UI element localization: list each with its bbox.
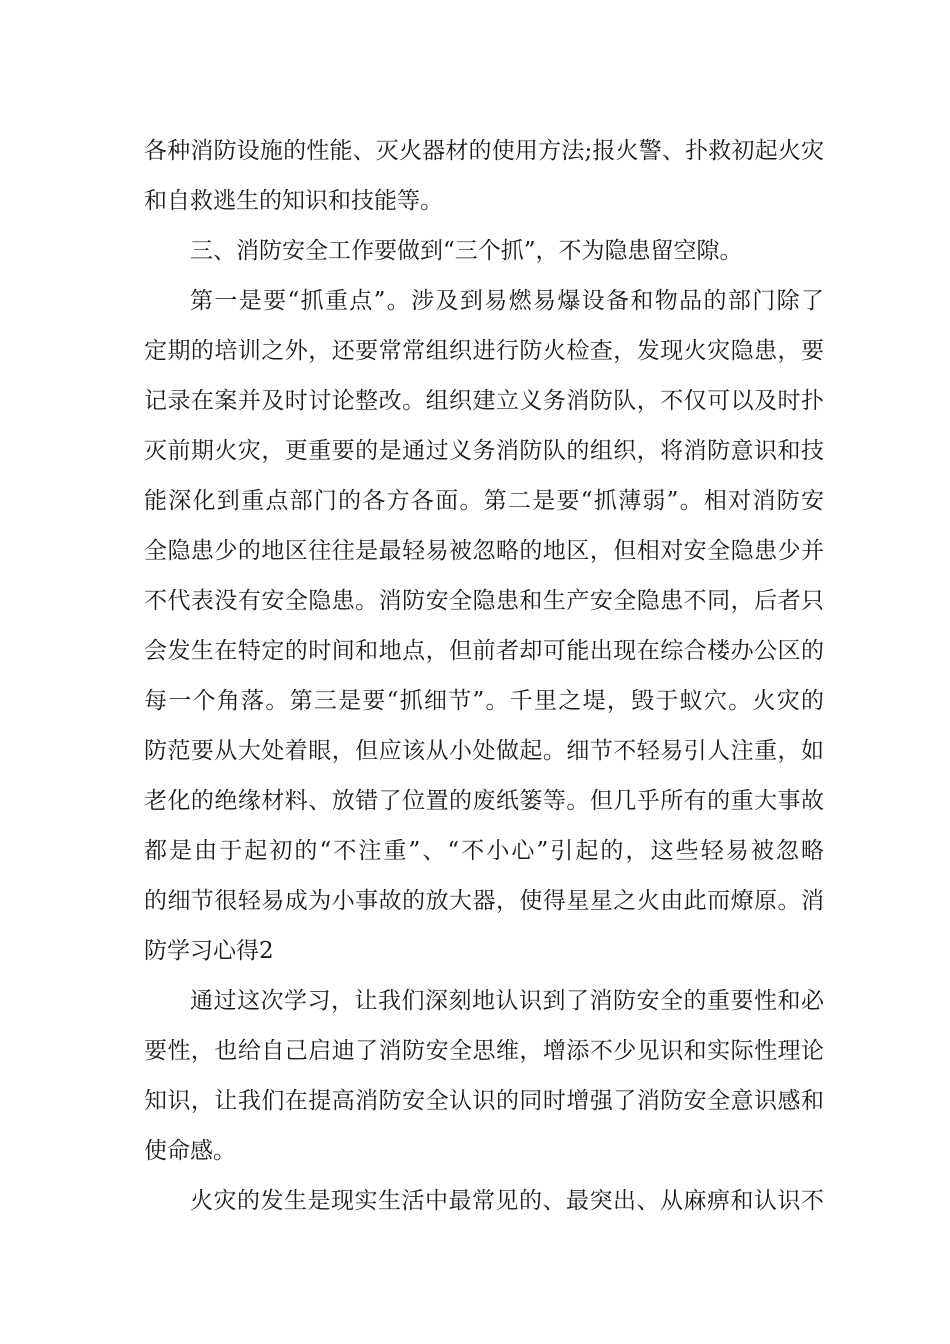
text-line: 都是由于起初的“不注重”、“不小心”引起的，这些轻易被忽略: [144, 838, 824, 864]
text-line: 能深化到重点部门的各方各面。第二是要“抓薄弱”。相对消防安: [144, 488, 824, 514]
text-line: 火灾的发生是现实生活中最常见的、最突出、从麻痹和认识不: [190, 1188, 824, 1214]
text-line: 知识，让我们在提高消防安全认识的同时增强了消防安全意识感和: [144, 1088, 824, 1114]
text-line: 的细节很轻易成为小事故的放大器，使得星星之火由此而燎原。消: [144, 888, 824, 914]
text-line: 会发生在特定的时间和地点，但前者却可能出现在综合楼办公区的: [144, 638, 824, 664]
text-line: 和自救逃生的知识和技能等。: [144, 188, 443, 214]
text-line: 老化的绝缘材料、放错了位置的废纸篓等。但几乎所有的重大事故: [144, 788, 824, 814]
text-line: 要性，也给自己启迪了消防安全思维，增添不少见识和实际性理论: [144, 1038, 824, 1064]
text-line: 不代表没有安全隐患。消防安全隐患和生产安全隐患不同，后者只: [144, 588, 824, 614]
text-line: 通过这次学习，让我们深刻地认识到了消防安全的重要性和必: [190, 988, 824, 1014]
text-line: 灭前期火灾，更重要的是通过义务消防队的组织，将消防意识和技: [144, 438, 824, 464]
text-line: 各种消防设施的性能、灭火器材的使用方法;报火警、扑救初起火灾: [144, 138, 824, 164]
text-line: 防范要从大处着眼，但应该从小处做起。细节不轻易引人注重，如: [144, 738, 824, 764]
text-line: 记录在案并及时讨论整改。组织建立义务消防队，不仅可以及时扑: [144, 388, 824, 414]
text-line: 第一是要“抓重点”。涉及到易燃易爆设备和物品的部门除了: [190, 288, 824, 314]
text-line: 每一个角落。第三是要“抓细节”。千里之堤，毁于蚁穴。火灾的: [144, 688, 824, 714]
text-line: 使命感。: [144, 1138, 236, 1164]
text-line: 防学习心得2: [144, 938, 274, 964]
section-heading: 三、消防安全工作要做到“三个抓”，不为隐患留空隙。: [190, 238, 743, 264]
text-line: 全隐患少的地区往往是最轻易被忽略的地区，但相对安全隐患少并: [144, 538, 824, 564]
text-line: 定期的培训之外，还要常常组织进行防火检查，发现火灾隐患，要: [144, 338, 824, 364]
